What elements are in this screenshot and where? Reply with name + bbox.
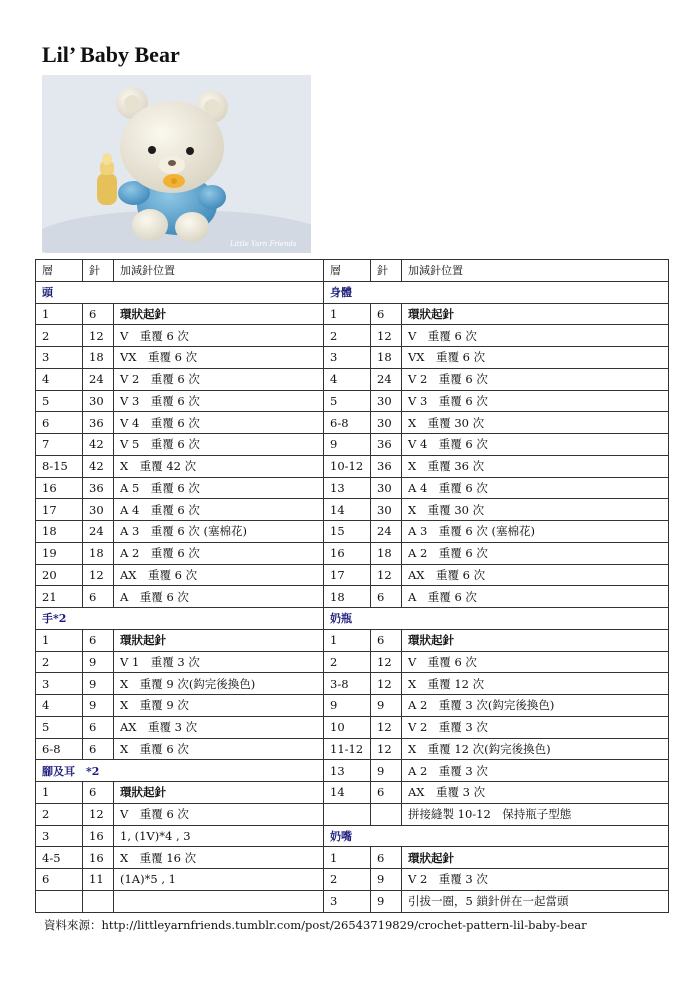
instruction: AX 重覆 3 次 <box>402 782 669 804</box>
stitch-count: 42 <box>83 455 114 477</box>
stitch-count: 6 <box>83 586 114 608</box>
row-number: 21 <box>36 586 83 608</box>
table-row <box>36 347 669 369</box>
stitch-count: 18 <box>83 347 114 369</box>
row-number: 4 <box>36 368 83 390</box>
row-number: 9 <box>324 695 371 717</box>
instruction: V 重覆 6 次 <box>402 325 669 347</box>
stitch-count: 18 <box>371 347 402 369</box>
table-row <box>36 368 669 390</box>
table-row <box>36 803 669 825</box>
instruction: (1A)*5 , 1 <box>114 869 324 891</box>
stitch-count: 18 <box>371 542 402 564</box>
instruction: AX 重覆 6 次 <box>114 564 324 586</box>
instruction: X 重覆 12 次 <box>402 673 669 695</box>
row-number: 18 <box>36 521 83 543</box>
stitch-count: 6 <box>371 782 402 804</box>
instruction: V 重覆 6 次 <box>114 803 324 825</box>
instruction: 1, (1V)*4 , 3 <box>114 825 324 847</box>
table-header-row <box>36 260 669 282</box>
row-number: 6-8 <box>324 412 371 434</box>
row-number: 11-12 <box>324 738 371 760</box>
stitch-count: 9 <box>83 673 114 695</box>
instruction: V 5 重覆 6 次 <box>114 434 324 456</box>
row-number: 17 <box>36 499 83 521</box>
stitch-count: 12 <box>371 716 402 738</box>
stitch-count: 30 <box>371 412 402 434</box>
table-row <box>36 651 669 673</box>
row-number: 5 <box>324 390 371 412</box>
stitch-count: 6 <box>83 738 114 760</box>
stitch-count: 12 <box>83 325 114 347</box>
stitch-count: 6 <box>83 303 114 325</box>
table-row <box>36 608 669 630</box>
column-header: 層 <box>324 260 371 282</box>
section-heading: 腳及耳 *2 <box>36 760 324 782</box>
table-row <box>36 716 669 738</box>
instruction: A 4 重覆 6 次 <box>114 499 324 521</box>
stitch-count: 12 <box>371 651 402 673</box>
table-row <box>36 390 669 412</box>
row-number: 16 <box>324 542 371 564</box>
instruction: X 重覆 9 次 <box>114 695 324 717</box>
instruction: 環狀起針 <box>402 629 669 651</box>
table-row <box>36 325 669 347</box>
instruction <box>114 890 324 912</box>
instruction: 環狀起針 <box>114 303 324 325</box>
table-row <box>36 890 669 912</box>
pattern-table <box>35 259 669 913</box>
table-row <box>36 477 669 499</box>
table-row <box>36 412 669 434</box>
row-number: 3 <box>36 673 83 695</box>
stitch-count: 30 <box>83 499 114 521</box>
row-number: 14 <box>324 782 371 804</box>
table-row <box>36 825 669 847</box>
stitch-count: 12 <box>83 803 114 825</box>
stitch-count: 30 <box>371 477 402 499</box>
row-number: 2 <box>36 651 83 673</box>
stitch-count: 42 <box>83 434 114 456</box>
pattern-title: Lil’ Baby Bear <box>42 42 180 67</box>
table-row <box>36 434 669 456</box>
stitch-count: 36 <box>83 412 114 434</box>
stitch-count: 30 <box>371 390 402 412</box>
table-row <box>36 586 669 608</box>
row-number: 3 <box>324 347 371 369</box>
row-number: 10 <box>324 716 371 738</box>
table-row <box>36 847 669 869</box>
stitch-count: 12 <box>83 564 114 586</box>
table-row <box>36 782 669 804</box>
instruction: A 2 重覆 3 次 <box>402 760 669 782</box>
row-number: 18 <box>324 586 371 608</box>
stitch-count: 6 <box>83 716 114 738</box>
row-number: 5 <box>36 390 83 412</box>
row-number: 6-8 <box>36 738 83 760</box>
row-number: 3 <box>36 347 83 369</box>
instruction: 環狀起針 <box>402 847 669 869</box>
instruction: 引拔一圈，5 鎖針併在一起當頭 <box>402 890 669 912</box>
row-number: 16 <box>36 477 83 499</box>
instruction: A 2 重覆 6 次 <box>114 542 324 564</box>
source-citation: 資料來源：http://littleyarnfriends.tumblr.com/post/26543719829/crochet-pattern-lil-baby-bear <box>44 918 587 932</box>
instruction: A 重覆 6 次 <box>402 586 669 608</box>
stitch-count: 12 <box>371 673 402 695</box>
table-row <box>36 869 669 891</box>
stitch-count: 12 <box>371 325 402 347</box>
instruction: A 4 重覆 6 次 <box>402 477 669 499</box>
column-header: 層 <box>36 260 83 282</box>
row-number: 1 <box>324 629 371 651</box>
instruction: X 重覆 9 次(鈎完後換色) <box>114 673 324 695</box>
stitch-count: 6 <box>371 629 402 651</box>
table-row <box>36 695 669 717</box>
stitch-count: 36 <box>83 477 114 499</box>
section-heading: 奶瓶 <box>324 608 669 630</box>
table-row <box>36 303 669 325</box>
row-number: 15 <box>324 521 371 543</box>
row-number: 6 <box>36 412 83 434</box>
row-number: 3 <box>36 825 83 847</box>
row-number: 5 <box>36 716 83 738</box>
row-number: 1 <box>324 303 371 325</box>
stitch-count <box>371 803 402 825</box>
stitch-count: 18 <box>83 542 114 564</box>
row-number: 4 <box>36 695 83 717</box>
row-number <box>36 890 83 912</box>
column-header: 針 <box>371 260 402 282</box>
stitch-count: 9 <box>83 695 114 717</box>
stitch-count: 11 <box>83 869 114 891</box>
stitch-count: 6 <box>371 586 402 608</box>
table-row <box>36 738 669 760</box>
instruction: A 5 重覆 6 次 <box>114 477 324 499</box>
instruction: V 4 重覆 6 次 <box>402 434 669 456</box>
stitch-count: 9 <box>371 890 402 912</box>
stitch-count: 16 <box>83 825 114 847</box>
stitch-count: 36 <box>371 434 402 456</box>
row-number: 1 <box>36 629 83 651</box>
row-number: 17 <box>324 564 371 586</box>
instruction: A 2 重覆 3 次(鈎完後換色) <box>402 695 669 717</box>
column-header: 加減針位置 <box>114 260 324 282</box>
row-number: 14 <box>324 499 371 521</box>
instruction: V 1 重覆 3 次 <box>114 651 324 673</box>
row-number: 4-5 <box>36 847 83 869</box>
instruction: X 重覆 42 次 <box>114 455 324 477</box>
row-number: 2 <box>324 325 371 347</box>
table-row <box>36 499 669 521</box>
stitch-count: 6 <box>371 847 402 869</box>
table-row <box>36 629 669 651</box>
column-header: 針 <box>83 260 114 282</box>
table-row <box>36 673 669 695</box>
stitch-count: 9 <box>371 869 402 891</box>
instruction: VX 重覆 6 次 <box>402 347 669 369</box>
instruction: X 重覆 6 次 <box>114 738 324 760</box>
section-heading: 手*2 <box>36 608 324 630</box>
instruction: 環狀起針 <box>114 782 324 804</box>
instruction: V 重覆 6 次 <box>402 651 669 673</box>
stitch-count: 30 <box>83 390 114 412</box>
row-number: 7 <box>36 434 83 456</box>
stitch-count: 24 <box>371 521 402 543</box>
column-header: 加減針位置 <box>402 260 669 282</box>
instruction: V 3 重覆 6 次 <box>402 390 669 412</box>
stitch-count: 6 <box>83 629 114 651</box>
row-number: 19 <box>36 542 83 564</box>
table-row <box>36 281 669 303</box>
row-number: 13 <box>324 477 371 499</box>
stitch-count: 30 <box>371 499 402 521</box>
instruction: A 3 重覆 6 次 (塞棉花) <box>402 521 669 543</box>
row-number: 3 <box>324 890 371 912</box>
row-number: 1 <box>36 303 83 325</box>
stitch-count: 24 <box>83 368 114 390</box>
row-number: 4 <box>324 368 371 390</box>
row-number: 8-15 <box>36 455 83 477</box>
table-row <box>36 760 669 782</box>
instruction: X 重覆 36 次 <box>402 455 669 477</box>
row-number: 10-12 <box>324 455 371 477</box>
row-number: 1 <box>36 782 83 804</box>
instruction: AX 重覆 6 次 <box>402 564 669 586</box>
row-number: 2 <box>36 325 83 347</box>
instruction: A 3 重覆 6 次 (塞棉花) <box>114 521 324 543</box>
instruction: X 重覆 30 次 <box>402 499 669 521</box>
section-heading: 頭 <box>36 281 324 303</box>
row-number: 2 <box>324 651 371 673</box>
row-number: 9 <box>324 434 371 456</box>
instruction: V 4 重覆 6 次 <box>114 412 324 434</box>
row-number <box>324 803 371 825</box>
instruction: 拼接縫製 10-12 保持瓶子型態 <box>402 803 669 825</box>
photo-watermark: Little Yarn Friends <box>230 240 297 248</box>
table-row <box>36 455 669 477</box>
stitch-count: 36 <box>371 455 402 477</box>
instruction: V 2 重覆 3 次 <box>402 716 669 738</box>
stitch-count: 9 <box>371 760 402 782</box>
stitch-count: 16 <box>83 847 114 869</box>
row-number: 6 <box>36 869 83 891</box>
stitch-count: 9 <box>83 651 114 673</box>
instruction: X 重覆 16 次 <box>114 847 324 869</box>
instruction: V 重覆 6 次 <box>114 325 324 347</box>
instruction: V 3 重覆 6 次 <box>114 390 324 412</box>
table-row <box>36 564 669 586</box>
instruction: V 2 重覆 3 次 <box>402 869 669 891</box>
stitch-count: 6 <box>371 303 402 325</box>
instruction: 環狀起針 <box>114 629 324 651</box>
instruction: V 2 重覆 6 次 <box>114 368 324 390</box>
instruction: X 重覆 30 次 <box>402 412 669 434</box>
instruction: X 重覆 12 次(鈎完後換色) <box>402 738 669 760</box>
instruction: 環狀起針 <box>402 303 669 325</box>
stitch-count: 24 <box>83 521 114 543</box>
instruction: VX 重覆 6 次 <box>114 347 324 369</box>
table-row <box>36 542 669 564</box>
stitch-count: 24 <box>371 368 402 390</box>
stitch-count: 12 <box>371 564 402 586</box>
row-number: 1 <box>324 847 371 869</box>
stitch-count <box>83 890 114 912</box>
table-row <box>36 521 669 543</box>
row-number: 3-8 <box>324 673 371 695</box>
row-number: 2 <box>36 803 83 825</box>
row-number: 20 <box>36 564 83 586</box>
stitch-count: 6 <box>83 782 114 804</box>
instruction: V 2 重覆 6 次 <box>402 368 669 390</box>
row-number: 2 <box>324 869 371 891</box>
row-number: 13 <box>324 760 371 782</box>
stitch-count: 9 <box>371 695 402 717</box>
instruction: A 重覆 6 次 <box>114 586 324 608</box>
instruction: A 2 重覆 6 次 <box>402 542 669 564</box>
bear-photo <box>42 75 311 253</box>
instruction: AX 重覆 3 次 <box>114 716 324 738</box>
section-heading: 奶嘴 <box>324 825 669 847</box>
stitch-count: 12 <box>371 738 402 760</box>
section-heading: 身體 <box>324 281 669 303</box>
